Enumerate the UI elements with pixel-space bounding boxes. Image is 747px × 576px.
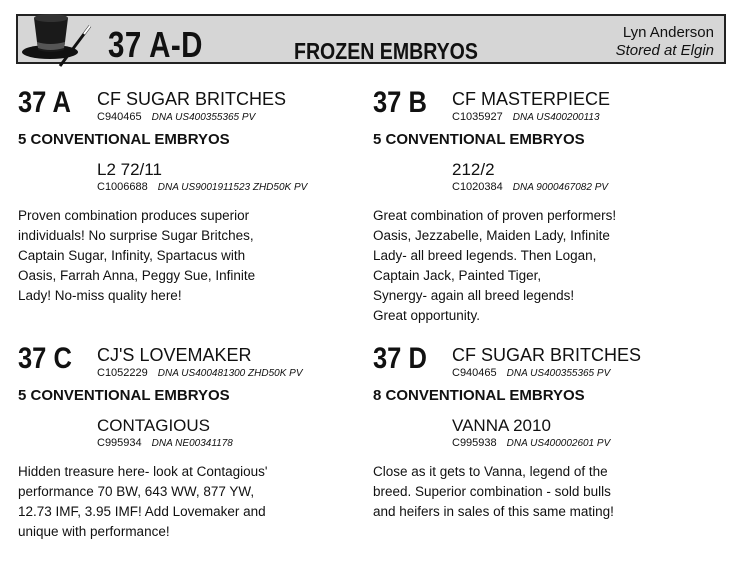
- description-line: Oasis, Jezzabelle, Maiden Lady, Infinite: [373, 228, 610, 243]
- description-line: 12.73 IMF, 3.95 IMF! Add Lovemaker and: [18, 504, 266, 519]
- dam-name: L2 72/11: [97, 160, 162, 179]
- embryo-count: 5 CONVENTIONAL EMBRYOS: [373, 131, 585, 148]
- description-line: Lady! No-miss quality here!: [18, 288, 182, 303]
- lot-description: [373, 206, 673, 326]
- sire-registration: [97, 111, 255, 123]
- description-line: Captain Jack, Painted Tiger,: [373, 268, 542, 283]
- lot-range-title: 37 A-D: [108, 24, 203, 65]
- dam-name: VANNA 2010: [452, 416, 551, 435]
- description-line: Captain Sugar, Infinity, Spartacus with: [18, 248, 246, 263]
- lot-37c: [18, 342, 368, 572]
- dam-reg-number: C1006688: [97, 181, 148, 193]
- dam-name: CONTAGIOUS: [97, 416, 211, 435]
- description-line: Lady- all breed legends. Then Logan,: [373, 248, 597, 263]
- lot-37b: [373, 86, 723, 326]
- sire-name: CF SUGAR BRITCHES: [452, 345, 642, 365]
- description-line: and heifers in sales of this same mating!: [373, 504, 614, 519]
- description-line: Close as it gets to Vanna, legend of the: [373, 464, 608, 479]
- lot-description: [373, 462, 673, 522]
- description-line: Synergy- again all breed legends!: [373, 288, 575, 303]
- sire-dna: DNA US400200113: [512, 112, 600, 123]
- sire-registration: [452, 367, 610, 379]
- dam-dna: DNA US9001911523 ZHD50K PV: [157, 182, 308, 193]
- dam-reg-number: C995938: [452, 437, 497, 449]
- sire-dna: DNA US400355365 PV: [506, 368, 611, 379]
- dam-dna: DNA US400002601 PV: [506, 438, 611, 449]
- lot-37a: [18, 86, 368, 316]
- lot-number: 37 A: [18, 86, 71, 119]
- description-line: Great combination of proven performers!: [373, 208, 617, 223]
- dam-name: 212/2: [452, 160, 495, 179]
- sire-name: CF MASTERPIECE: [452, 89, 611, 109]
- sire-dna: DNA US400481300 ZHD50K PV: [157, 368, 303, 379]
- sire-reg-number: C1035927: [452, 111, 503, 123]
- dam-registration: [452, 437, 610, 449]
- lot-number: 37 D: [373, 342, 427, 375]
- consignor-block: [616, 24, 714, 60]
- embryo-count: 5 CONVENTIONAL EMBRYOS: [18, 131, 230, 148]
- lot-description: [18, 206, 318, 306]
- description-line: Hidden treasure here- look at Contagious': [18, 464, 268, 479]
- embryo-count: 5 CONVENTIONAL EMBRYOS: [18, 387, 230, 404]
- dam-registration: [97, 437, 233, 449]
- dam-reg-number: C995934: [97, 437, 142, 449]
- description-line: unique with performance!: [18, 524, 170, 539]
- dam-dna: DNA 9000467082 PV: [512, 182, 609, 193]
- storage-location: Stored at Elgin: [615, 42, 714, 59]
- description-line: performance 70 BW, 643 WW, 877 YW,: [18, 484, 255, 499]
- lot-37d: [373, 342, 723, 572]
- sire-reg-number: C1052229: [97, 367, 148, 379]
- description-line: Proven combination produces superior: [18, 208, 250, 223]
- consignor-name: Lyn Anderson: [622, 24, 714, 41]
- description-line: individuals! No surprise Sugar Britches,: [18, 228, 254, 243]
- sire-reg-number: C940465: [97, 111, 142, 123]
- description-line: breed. Superior combination - sold bulls: [373, 484, 611, 499]
- description-line: Great opportunity.: [373, 308, 481, 323]
- lot-number: 37 C: [18, 342, 72, 375]
- sire-registration: [452, 111, 600, 123]
- dam-registration: [452, 181, 608, 193]
- top-hat-icon: [20, 8, 92, 70]
- dam-dna: DNA NE00341178: [151, 438, 233, 449]
- lot-header-banner: [16, 14, 726, 64]
- sire-dna: DNA US400355365 PV: [151, 112, 256, 123]
- dam-registration: [97, 181, 307, 193]
- dam-reg-number: C1020384: [452, 181, 503, 193]
- embryo-count: 8 CONVENTIONAL EMBRYOS: [373, 387, 585, 404]
- lot-description: [18, 462, 318, 542]
- sale-title: FROZEN EMBRYOS: [294, 38, 478, 64]
- sire-reg-number: C940465: [452, 367, 497, 379]
- sire-registration: [97, 367, 303, 379]
- description-line: Oasis, Farrah Anna, Peggy Sue, Infinite: [18, 268, 256, 283]
- sire-name: CJ'S LOVEMAKER: [97, 345, 252, 365]
- sire-name: CF SUGAR BRITCHES: [97, 89, 287, 109]
- lot-number: 37 B: [373, 86, 427, 119]
